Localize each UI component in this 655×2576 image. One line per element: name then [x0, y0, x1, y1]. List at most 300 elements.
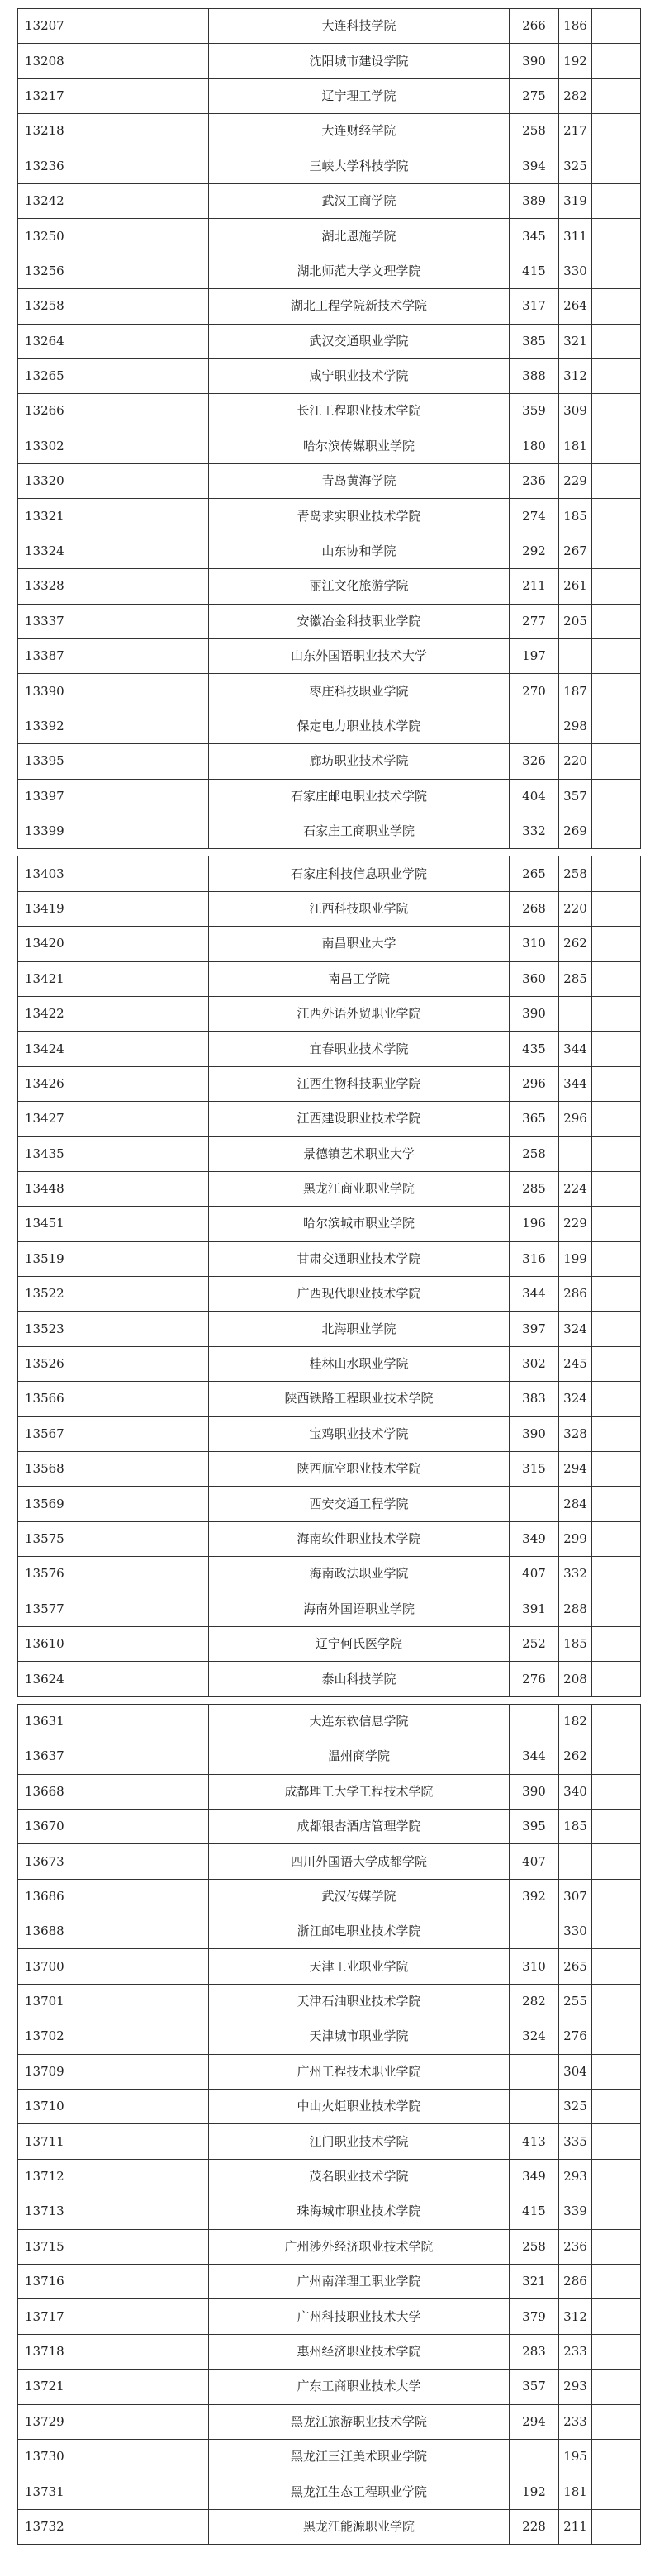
- score-2: 286: [559, 2265, 592, 2299]
- institution-name: 湖北恩施学院: [209, 219, 510, 254]
- score-2: 269: [559, 814, 592, 848]
- score-2: 224: [559, 1171, 592, 1206]
- blank-cell: [592, 1949, 641, 1984]
- institution-name: 中山火炬职业技术学院: [209, 2090, 510, 2124]
- institution-name: 保定电力职业技术学院: [209, 709, 510, 743]
- score-1: 390: [510, 1774, 559, 1809]
- institution-code: 13397: [18, 779, 209, 814]
- table-row: [18, 1346, 641, 1381]
- institution-code: 13321: [18, 499, 209, 534]
- score-1: [510, 1704, 559, 1739]
- table-row: [18, 1592, 641, 1626]
- blank-cell: [592, 429, 641, 463]
- blank-cell: [592, 114, 641, 149]
- blank-cell: [592, 814, 641, 848]
- score-2: 267: [559, 534, 592, 568]
- blank-cell: [592, 1844, 641, 1879]
- institution-code: 13577: [18, 1592, 209, 1626]
- score-2: 220: [559, 744, 592, 779]
- table-row: [18, 709, 641, 743]
- blank-cell: [592, 1066, 641, 1101]
- score-2: 324: [559, 1382, 592, 1416]
- table-section-3: [17, 1704, 641, 2545]
- institution-name: 黑龙江能源职业学院: [209, 2509, 510, 2544]
- institution-code: 13420: [18, 927, 209, 961]
- table-row: [18, 1452, 641, 1487]
- score-2: 182: [559, 1704, 592, 1739]
- institution-code: 13637: [18, 1739, 209, 1774]
- institution-name: 大连科技学院: [209, 9, 510, 44]
- table-row: [18, 1626, 641, 1661]
- institution-name: 湖北工程学院新技术学院: [209, 289, 510, 324]
- blank-cell: [592, 961, 641, 996]
- score-1: 395: [510, 1809, 559, 1843]
- institution-name: 广州工程技术职业学院: [209, 2054, 510, 2089]
- institution-name: 武汉传媒学院: [209, 1879, 510, 1914]
- score-2: 311: [559, 219, 592, 254]
- blank-cell: [592, 2509, 641, 2544]
- table-row: [18, 2404, 641, 2439]
- table-row: [18, 856, 641, 891]
- score-2: 285: [559, 961, 592, 996]
- score-1: 252: [510, 1626, 559, 1661]
- institution-name: 山东外国语职业技术大学: [209, 639, 510, 674]
- institution-code: 13730: [18, 2439, 209, 2474]
- score-1: 266: [510, 9, 559, 44]
- institution-name: 辽宁何氏医学院: [209, 1626, 510, 1661]
- score-1: 296: [510, 1066, 559, 1101]
- institution-name: 北海职业学院: [209, 1312, 510, 1346]
- table-row: [18, 2370, 641, 2404]
- institution-name: 辽宁理工学院: [209, 78, 510, 113]
- institution-code: 13451: [18, 1207, 209, 1241]
- institution-code: 13392: [18, 709, 209, 743]
- institution-code: 13399: [18, 814, 209, 848]
- score-2: 332: [559, 1557, 592, 1592]
- table-row: [18, 1066, 641, 1101]
- blank-cell: [592, 569, 641, 604]
- score-1: 435: [510, 1032, 559, 1066]
- score-1: 394: [510, 149, 559, 183]
- score-1: 407: [510, 1557, 559, 1592]
- score-2: 199: [559, 1241, 592, 1276]
- institution-name: 黑龙江生态工程职业学院: [209, 2474, 510, 2509]
- institution-code: 13387: [18, 639, 209, 674]
- score-2: 255: [559, 1984, 592, 2019]
- institution-name: 黑龙江商业职业学院: [209, 1171, 510, 1206]
- score-2: 258: [559, 856, 592, 891]
- institution-name: 石家庄工商职业学院: [209, 814, 510, 848]
- blank-cell: [592, 2404, 641, 2439]
- table-row: [18, 1879, 641, 1914]
- score-1: 310: [510, 1949, 559, 1984]
- institution-name: 武汉交通职业学院: [209, 324, 510, 358]
- institution-code: 13448: [18, 1171, 209, 1206]
- institution-code: 13709: [18, 2054, 209, 2089]
- blank-cell: [592, 1171, 641, 1206]
- institution-code: 13624: [18, 1662, 209, 1696]
- score-1: [510, 709, 559, 743]
- score-2: 262: [559, 1739, 592, 1774]
- institution-code: 13575: [18, 1521, 209, 1556]
- table-row: [18, 2439, 641, 2474]
- table-row: [18, 1136, 641, 1171]
- institution-code: 13688: [18, 1914, 209, 1949]
- institution-name: 海南软件职业技术学院: [209, 1521, 510, 1556]
- institution-code: 13328: [18, 569, 209, 604]
- institution-name: 青岛黄海学院: [209, 464, 510, 499]
- blank-cell: [592, 1207, 641, 1241]
- institution-name: 南昌工学院: [209, 961, 510, 996]
- score-1: [510, 1914, 559, 1949]
- blank-cell: [592, 183, 641, 218]
- blank-cell: [592, 1774, 641, 1809]
- institution-code: 13567: [18, 1416, 209, 1451]
- blank-cell: [592, 1241, 641, 1276]
- institution-code: 13424: [18, 1032, 209, 1066]
- institution-code: 13207: [18, 9, 209, 44]
- score-1: [510, 2439, 559, 2474]
- table-row: [18, 44, 641, 78]
- institution-name: 陕西航空职业技术学院: [209, 1452, 510, 1487]
- institution-code: 13715: [18, 2229, 209, 2264]
- score-2: [559, 996, 592, 1031]
- blank-cell: [592, 358, 641, 393]
- institution-name: 长江工程职业技术学院: [209, 394, 510, 429]
- table-row: [18, 996, 641, 1031]
- blank-cell: [592, 1557, 641, 1592]
- blank-cell: [592, 534, 641, 568]
- institution-code: 13721: [18, 2370, 209, 2404]
- score-2: 312: [559, 2299, 592, 2334]
- score-1: 196: [510, 1207, 559, 1241]
- table-row: [18, 1241, 641, 1276]
- institution-name: 海南政法职业学院: [209, 1557, 510, 1592]
- table-row: [18, 464, 641, 499]
- score-1: 404: [510, 779, 559, 814]
- score-2: 245: [559, 1346, 592, 1381]
- institution-name: 枣庄科技职业学院: [209, 674, 510, 709]
- institution-name: 惠州经济职业技术学院: [209, 2334, 510, 2369]
- institution-name: 成都银杏酒店管理学院: [209, 1809, 510, 1843]
- institution-code: 13710: [18, 2090, 209, 2124]
- institution-code: 13242: [18, 183, 209, 218]
- score-2: 265: [559, 1949, 592, 1984]
- score-2: 233: [559, 2404, 592, 2439]
- score-1: 268: [510, 891, 559, 926]
- institution-name: 广东工商职业技术大学: [209, 2370, 510, 2404]
- table-row: [18, 569, 641, 604]
- table-row: [18, 1171, 641, 1206]
- table-row: [18, 891, 641, 926]
- score-1: 344: [510, 1277, 559, 1312]
- blank-cell: [592, 891, 641, 926]
- institution-name: 广州涉外经济职业技术学院: [209, 2229, 510, 2264]
- institution-code: 13265: [18, 358, 209, 393]
- institution-code: 13403: [18, 856, 209, 891]
- score-1: 397: [510, 1312, 559, 1346]
- table-row: [18, 814, 641, 848]
- score-1: 258: [510, 2229, 559, 2264]
- table-row: [18, 1487, 641, 1521]
- score-1: 359: [510, 394, 559, 429]
- score-2: 233: [559, 2334, 592, 2369]
- score-2: 181: [559, 429, 592, 463]
- table-row: [18, 1949, 641, 1984]
- institution-code: 13526: [18, 1346, 209, 1381]
- score-2: 192: [559, 44, 592, 78]
- institution-name: 江西建设职业技术学院: [209, 1102, 510, 1136]
- institution-code: 13302: [18, 429, 209, 463]
- table-row: [18, 927, 641, 961]
- table-row: [18, 149, 641, 183]
- score-2: 293: [559, 2370, 592, 2404]
- score-1: 310: [510, 927, 559, 961]
- score-2: 217: [559, 114, 592, 149]
- score-sheet: [17, 8, 640, 2545]
- score-2: 325: [559, 149, 592, 183]
- blank-cell: [592, 44, 641, 78]
- institution-code: 13712: [18, 2159, 209, 2194]
- blank-cell: [592, 1312, 641, 1346]
- score-1: 270: [510, 674, 559, 709]
- institution-code: 13421: [18, 961, 209, 996]
- score-2: 324: [559, 1312, 592, 1346]
- institution-name: 湖北师范大学文理学院: [209, 254, 510, 288]
- institution-code: 13731: [18, 2474, 209, 2509]
- blank-cell: [592, 2474, 641, 2509]
- table-row: [18, 78, 641, 113]
- institution-name: 青岛求实职业技术学院: [209, 499, 510, 534]
- table-row: [18, 961, 641, 996]
- table-row: [18, 1207, 641, 1241]
- institution-code: 13337: [18, 604, 209, 638]
- institution-name: 浙江邮电职业技术学院: [209, 1914, 510, 1949]
- institution-name: 武汉工商学院: [209, 183, 510, 218]
- table-row: [18, 219, 641, 254]
- blank-cell: [592, 1136, 641, 1171]
- institution-name: 泰山科技学院: [209, 1662, 510, 1696]
- blank-cell: [592, 394, 641, 429]
- blank-cell: [592, 2334, 641, 2369]
- institution-name: 江西科技职业学院: [209, 891, 510, 926]
- score-1: 294: [510, 2404, 559, 2439]
- table-row: [18, 1312, 641, 1346]
- institution-code: 13701: [18, 1984, 209, 2019]
- institution-code: 13256: [18, 254, 209, 288]
- score-1: 326: [510, 744, 559, 779]
- score-2: 330: [559, 1914, 592, 1949]
- blank-cell: [592, 464, 641, 499]
- score-1: 192: [510, 2474, 559, 2509]
- institution-name: 大连财经学院: [209, 114, 510, 149]
- score-2: 181: [559, 2474, 592, 2509]
- institution-name: 大连东软信息学院: [209, 1704, 510, 1739]
- institution-name: 廊坊职业技术学院: [209, 744, 510, 779]
- score-2: 304: [559, 2054, 592, 2089]
- table-row: [18, 1557, 641, 1592]
- table-row: [18, 1416, 641, 1451]
- score-2: 236: [559, 2229, 592, 2264]
- institution-name: 江西生物科技职业学院: [209, 1066, 510, 1101]
- blank-cell: [592, 1346, 641, 1381]
- table-row: [18, 324, 641, 358]
- institution-name: 黑龙江三江美术职业学院: [209, 2439, 510, 2474]
- institution-name: 广州南洋理工职业学院: [209, 2265, 510, 2299]
- score-1: 292: [510, 534, 559, 568]
- score-1: 385: [510, 324, 559, 358]
- score-2: 339: [559, 2194, 592, 2229]
- score-2: 195: [559, 2439, 592, 2474]
- table-row: [18, 1984, 641, 2019]
- score-2: 344: [559, 1032, 592, 1066]
- score-1: 344: [510, 1739, 559, 1774]
- score-2: 220: [559, 891, 592, 926]
- institution-name: 西安交通工程学院: [209, 1487, 510, 1521]
- score-1: 302: [510, 1346, 559, 1381]
- institution-code: 13236: [18, 149, 209, 183]
- score-2: 282: [559, 78, 592, 113]
- institution-code: 13426: [18, 1066, 209, 1101]
- table-section-2: [17, 856, 641, 1696]
- score-1: 360: [510, 961, 559, 996]
- blank-cell: [592, 1487, 641, 1521]
- institution-name: 天津工业职业学院: [209, 1949, 510, 1984]
- institution-code: 13566: [18, 1382, 209, 1416]
- table-row: [18, 1102, 641, 1136]
- institution-name: 三峡大学科技学院: [209, 149, 510, 183]
- institution-code: 13569: [18, 1487, 209, 1521]
- table-row: [18, 1914, 641, 1949]
- score-2: 211: [559, 2509, 592, 2544]
- institution-code: 13427: [18, 1102, 209, 1136]
- score-2: 312: [559, 358, 592, 393]
- institution-name: 石家庄科技信息职业学院: [209, 856, 510, 891]
- table-row: [18, 254, 641, 288]
- score-2: 185: [559, 1809, 592, 1843]
- table-row: [18, 674, 641, 709]
- blank-cell: [592, 2194, 641, 2229]
- institution-code: 13631: [18, 1704, 209, 1739]
- table-row: [18, 2229, 641, 2264]
- score-1: 389: [510, 183, 559, 218]
- table-row: [18, 2019, 641, 2054]
- institution-name: 珠海城市职业技术学院: [209, 2194, 510, 2229]
- institution-name: 景德镇艺术职业大学: [209, 1136, 510, 1171]
- blank-cell: [592, 1102, 641, 1136]
- score-2: 319: [559, 183, 592, 218]
- institution-code: 13668: [18, 1774, 209, 1809]
- institution-code: 13419: [18, 891, 209, 926]
- score-1: 236: [510, 464, 559, 499]
- score-2: 328: [559, 1416, 592, 1451]
- institution-name: 茂名职业技术学院: [209, 2159, 510, 2194]
- blank-cell: [592, 324, 641, 358]
- institution-name: 丽江文化旅游学院: [209, 569, 510, 604]
- blank-cell: [592, 2265, 641, 2299]
- blank-cell: [592, 1032, 641, 1066]
- score-1: 379: [510, 2299, 559, 2334]
- institution-code: 13576: [18, 1557, 209, 1592]
- score-1: [510, 1487, 559, 1521]
- institution-name: 咸宁职业技术学院: [209, 358, 510, 393]
- score-1: 390: [510, 44, 559, 78]
- table-row: [18, 183, 641, 218]
- score-2: 293: [559, 2159, 592, 2194]
- table-row: [18, 9, 641, 44]
- institution-name: 宝鸡职业技术学院: [209, 1416, 510, 1451]
- institution-code: 13258: [18, 289, 209, 324]
- score-1: 316: [510, 1241, 559, 1276]
- score-2: 229: [559, 1207, 592, 1241]
- score-2: 307: [559, 1879, 592, 1914]
- score-1: 415: [510, 254, 559, 288]
- institution-code: 13250: [18, 219, 209, 254]
- score-1: 415: [510, 2194, 559, 2229]
- score-1: 349: [510, 1521, 559, 1556]
- table-row: [18, 744, 641, 779]
- table-row: [18, 2054, 641, 2089]
- score-2: 229: [559, 464, 592, 499]
- score-1: 258: [510, 114, 559, 149]
- institution-code: 13324: [18, 534, 209, 568]
- score-2: 262: [559, 927, 592, 961]
- score-2: 284: [559, 1487, 592, 1521]
- table-row: [18, 1704, 641, 1739]
- institution-code: 13729: [18, 2404, 209, 2439]
- table-row: [18, 639, 641, 674]
- blank-cell: [592, 1382, 641, 1416]
- table-row: [18, 429, 641, 463]
- table-row: [18, 1521, 641, 1556]
- table-row: [18, 534, 641, 568]
- score-2: 340: [559, 1774, 592, 1809]
- institution-name: 四川外国语大学成都学院: [209, 1844, 510, 1879]
- institution-name: 海南外国语职业学院: [209, 1592, 510, 1626]
- institution-name: 天津石油职业技术学院: [209, 1984, 510, 2019]
- institution-code: 13264: [18, 324, 209, 358]
- institution-name: 广州科技职业技术大学: [209, 2299, 510, 2334]
- score-2: 296: [559, 1102, 592, 1136]
- score-1: 324: [510, 2019, 559, 2054]
- institution-code: 13395: [18, 744, 209, 779]
- score-2: 357: [559, 779, 592, 814]
- institution-code: 13422: [18, 996, 209, 1031]
- blank-cell: [592, 1277, 641, 1312]
- institution-name: 石家庄邮电职业技术学院: [209, 779, 510, 814]
- blank-cell: [592, 2019, 641, 2054]
- score-2: 276: [559, 2019, 592, 2054]
- blank-cell: [592, 1914, 641, 1949]
- institution-name: 天津城市职业学院: [209, 2019, 510, 2054]
- table-row: [18, 114, 641, 149]
- score-2: 298: [559, 709, 592, 743]
- table-row: [18, 2334, 641, 2369]
- blank-cell: [592, 9, 641, 44]
- blank-cell: [592, 1739, 641, 1774]
- institution-code: 13732: [18, 2509, 209, 2544]
- institution-code: 13218: [18, 114, 209, 149]
- score-2: 344: [559, 1066, 592, 1101]
- score-1: 180: [510, 429, 559, 463]
- institution-code: 13522: [18, 1277, 209, 1312]
- score-2: [559, 1136, 592, 1171]
- score-1: 282: [510, 1984, 559, 2019]
- score-1: 211: [510, 569, 559, 604]
- blank-cell: [592, 1879, 641, 1914]
- institution-name: 成都理工大学工程技术学院: [209, 1774, 510, 1809]
- score-1: 388: [510, 358, 559, 393]
